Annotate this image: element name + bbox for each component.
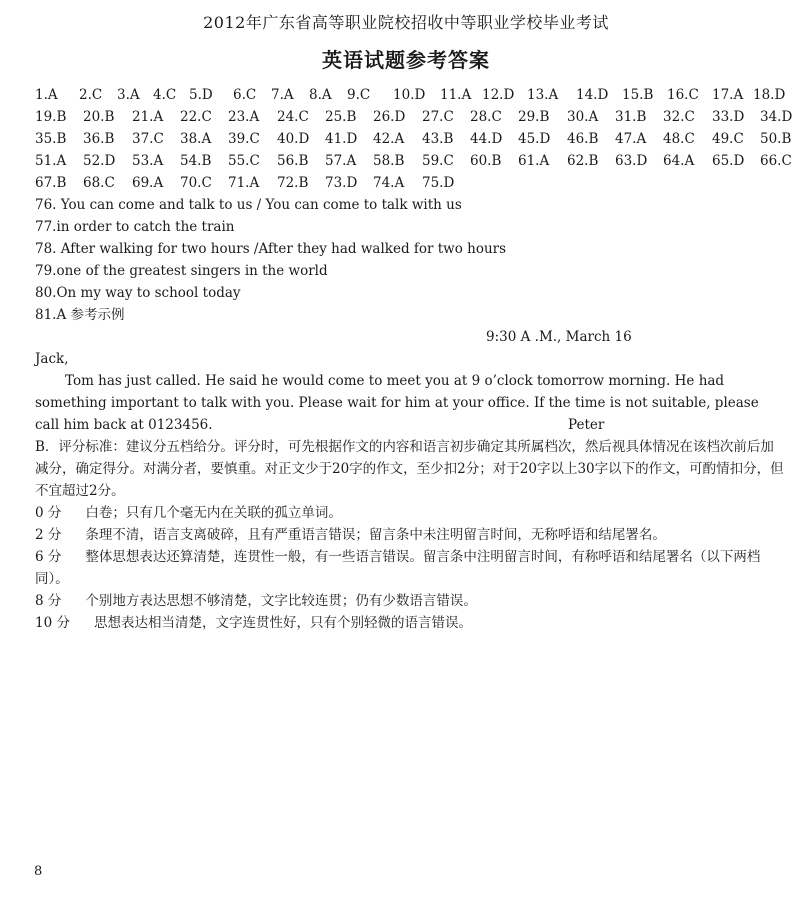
answer-77: 77.in order to catch the train <box>35 219 235 235</box>
answer-item: 27.C <box>422 109 454 125</box>
answer-row <box>35 172 790 194</box>
answer-item: 21.A <box>132 109 164 125</box>
exam-title: 2012年广东省高等职业院校招收中等职业学校毕业考试 <box>203 13 609 32</box>
answer-item: 53.A <box>132 153 164 169</box>
answer-item: 50.B <box>760 131 792 147</box>
grade-level-8 <box>35 590 477 612</box>
answer-item: 43.B <box>422 131 454 147</box>
answer-item: 40.D <box>277 131 310 147</box>
answer-item: 15.B <box>622 87 654 103</box>
answer-row <box>35 128 790 150</box>
grade-desc: 思想表达相当清楚，文字连贯性好，只有个别轻微的语言错误。 <box>93 615 472 631</box>
answer-item: 69.A <box>132 175 164 191</box>
answer-item: 26.D <box>373 109 406 125</box>
answer-item: 28.C <box>470 109 502 125</box>
grade-score: 8 分 <box>35 593 62 609</box>
grade-score: 6 分 <box>35 549 62 565</box>
answer-item: 64.A <box>663 153 695 169</box>
answer-item: 8.A <box>309 87 332 103</box>
answer-item: 56.B <box>277 153 309 169</box>
grade-level-6 <box>35 546 785 590</box>
answer-item: 74.A <box>373 175 405 191</box>
answer-item: 11.A <box>440 87 472 103</box>
answer-item: 48.C <box>663 131 695 147</box>
answer-item: 12.D <box>482 87 515 103</box>
answer-item: 75.D <box>422 175 455 191</box>
note-time: 9:30 A .M., March 16 <box>486 329 632 345</box>
answer-item: 32.C <box>663 109 695 125</box>
note-signature: Peter <box>568 417 605 433</box>
answer-item: 9.C <box>347 87 371 103</box>
answer-item: 14.D <box>576 87 609 103</box>
answer-item: 51.A <box>35 153 67 169</box>
answer-item: 6.C <box>233 87 257 103</box>
answer-item: 60.B <box>470 153 502 169</box>
answer-item: 68.C <box>83 175 115 191</box>
answer-item: 63.D <box>615 153 648 169</box>
answer-item: 33.D <box>712 109 745 125</box>
answer-item: 67.B <box>35 175 67 191</box>
grade-desc: 个别地方表达思想不够清楚，文字比较连贯；仍有少数语言错误。 <box>85 593 477 609</box>
grade-score: 0 分 <box>35 505 62 521</box>
answer-key-title: 英语试题参考答案 <box>322 48 490 72</box>
grade-desc: 白卷；只有几个毫无内在关联的孤立单词。 <box>85 505 342 521</box>
answer-item: 42.A <box>373 131 405 147</box>
answer-item: 19.B <box>35 109 67 125</box>
grade-score: 2 分 <box>35 527 62 543</box>
grade-desc: 整体思想表达还算清楚，连贯性一般，有一些语言错误。留言条中注明留言时间，有称呼语和结尾署名（以下两档同）。 <box>35 549 761 587</box>
grade-level-2 <box>35 524 666 546</box>
answer-item: 2.C <box>79 87 103 103</box>
answer-item: 31.B <box>615 109 647 125</box>
answer-item: 4.C <box>153 87 177 103</box>
answer-item: 49.C <box>712 131 744 147</box>
answer-item: 18.D <box>753 87 786 103</box>
note-greeting: Jack, <box>35 351 69 367</box>
answer-item: 38.A <box>180 131 212 147</box>
answer-item: 13.A <box>527 87 559 103</box>
answer-item: 59.C <box>422 153 454 169</box>
answer-item: 55.C <box>228 153 260 169</box>
answer-item: 44.D <box>470 131 503 147</box>
answer-item: 65.D <box>712 153 745 169</box>
grading-criteria: B．评分标准：建议分五档给分。评分时，可先根据作文的内容和语言初步确定其所属档次，然后视具体情况在该档次前后加减分，确定得分。对满分者，要慎重。对正文少于20字的作文，至少扣2分；对于20字以上30字以下的作文，可酌情扣分，但不宜超过2分。 <box>35 439 784 499</box>
answer-item: 7.A <box>271 87 294 103</box>
answer-item: 39.C <box>228 131 260 147</box>
grade-level-0 <box>35 502 342 524</box>
answer-item: 5.D <box>189 87 213 103</box>
answer-81-heading: 81.A 参考示例 <box>35 307 125 323</box>
answer-item: 45.D <box>518 131 551 147</box>
page-number: 8 <box>34 864 43 879</box>
answer-item: 30.A <box>567 109 599 125</box>
answer-item: 71.A <box>228 175 260 191</box>
answer-item: 70.C <box>180 175 212 191</box>
answer-item: 20.B <box>83 109 115 125</box>
answer-item: 1.A <box>35 87 58 103</box>
answer-row <box>35 106 793 128</box>
answer-item: 34.D <box>760 109 793 125</box>
answer-item: 46.B <box>567 131 599 147</box>
answer-item: 3.A <box>117 87 140 103</box>
answer-grid <box>35 84 793 194</box>
answer-76: 76. You can come and talk to us / You can come to talk with us <box>35 197 462 213</box>
answer-item: 47.A <box>615 131 647 147</box>
answer-item: 29.B <box>518 109 550 125</box>
answer-item: 41.D <box>325 131 358 147</box>
answer-78: 78. After walking for two hours /After they had walked for two hours <box>35 241 507 257</box>
grade-score: 10 分 <box>35 615 70 631</box>
answer-79: 79.one of the greatest singers in the world <box>35 263 328 279</box>
answer-item: 73.D <box>325 175 358 191</box>
answer-item: 16.C <box>667 87 699 103</box>
answer-row <box>35 84 790 106</box>
answer-item: 54.B <box>180 153 212 169</box>
answer-item: 72.B <box>277 175 309 191</box>
answer-item: 62.B <box>567 153 599 169</box>
answer-row <box>35 150 790 172</box>
grade-level-10 <box>35 612 472 634</box>
answer-item: 24.C <box>277 109 309 125</box>
answer-80: 80.On my way to school today <box>35 285 241 301</box>
answer-item: 10.D <box>393 87 426 103</box>
answer-item: 57.A <box>325 153 357 169</box>
answer-item: 52.D <box>83 153 116 169</box>
answer-item: 66.C <box>760 153 792 169</box>
answer-item: 36.B <box>83 131 115 147</box>
answer-item: 25.B <box>325 109 357 125</box>
answer-item: 58.B <box>373 153 405 169</box>
answer-item: 37.C <box>132 131 164 147</box>
answer-item: 61.A <box>518 153 550 169</box>
answer-item: 22.C <box>180 109 212 125</box>
grade-desc: 条理不清，语言支离破碎，且有严重语言错误；留言条中未注明留言时间，无称呼语和结尾署名。 <box>85 527 666 543</box>
note-body: Tom has just called. He said he would come to meet you at 9 o’clock tomorrow morning. He had something important to talk with you. Please wait for him at your office. If the time is not suitable, please call him back at 0123456. <box>35 373 759 433</box>
answer-item: 23.A <box>228 109 260 125</box>
answer-item: 17.A <box>712 87 744 103</box>
answer-item: 35.B <box>35 131 67 147</box>
